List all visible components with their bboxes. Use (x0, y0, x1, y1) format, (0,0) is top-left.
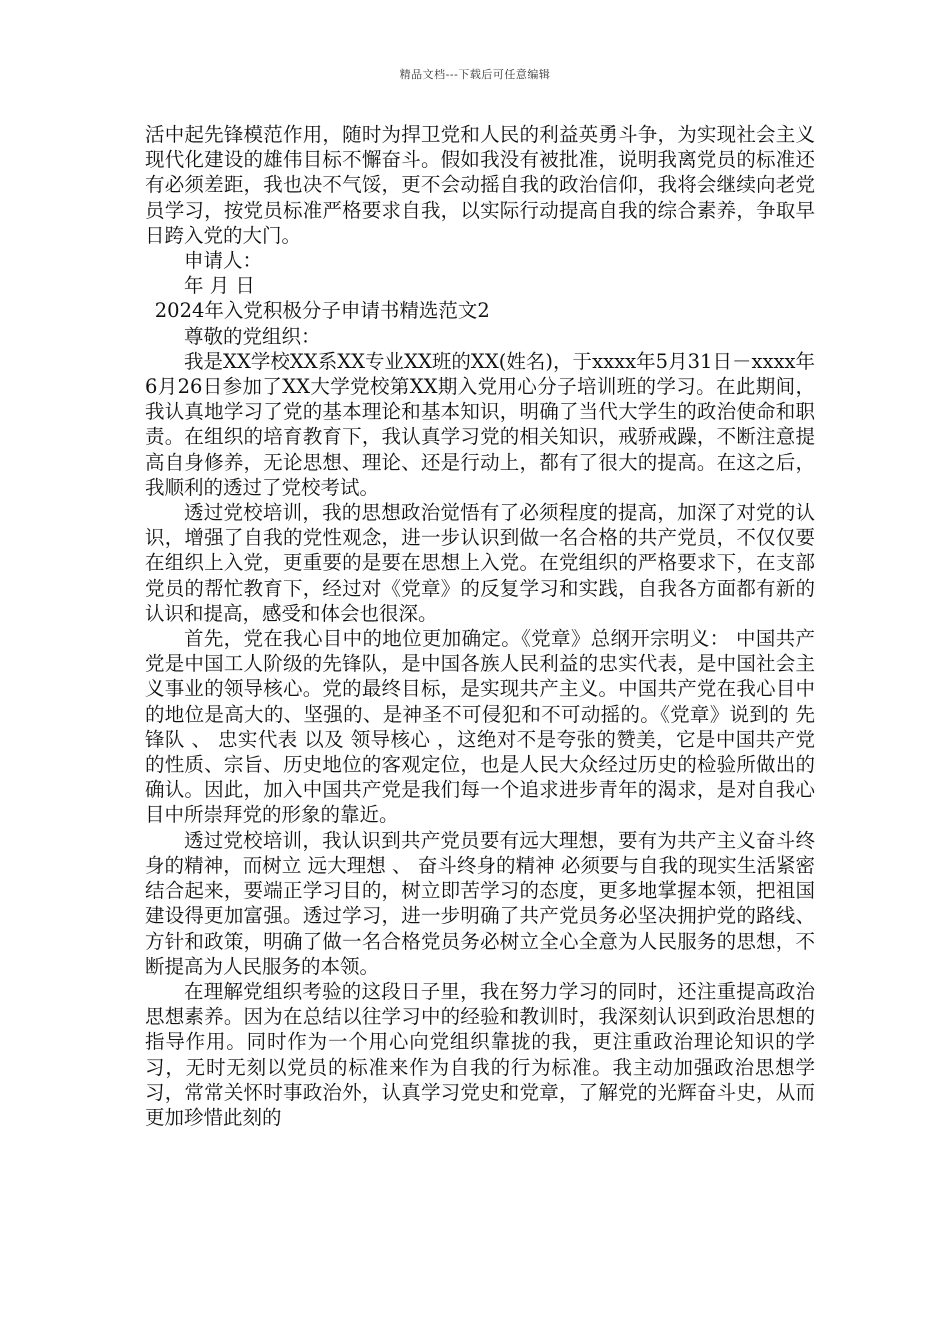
paragraph-intro: 我是XX学校XX系XX专业XX班的XX(姓名)，于xxxx年5月31日－xxxx年6月26日参加了XX大学党校第XX期入党用心分子培训班的学习。在此期间，我认真地学习了党的基本理论和基本知识，明确了当代大学生的政治使命和职责。在组织的培育教育下，我认真学习党的相关知识，戒骄戒躁，不断注意提高自身修养，无论思想、理论、还是行动上，都有了很大的提高。在这之后，我顺利的透过了党校考试。 (145, 349, 815, 499)
date-line: 年 月 日 (184, 274, 255, 298)
salutation: 尊敬的党组织： (184, 324, 321, 348)
document-body (145, 122, 815, 1130)
applicant-signature-line: 申请人： (184, 249, 263, 273)
paragraph-continuation: 活中起先锋模范作用，随时为捍卫党和人民的利益英勇斗争，为实现社会主义现代化建设的雄伟目标不懈奋斗。假如我没有被批准，说明我离党员的标准还有必须差距，我也决不气馁，更不会动摇自我的政治信仰，我将会继续向老党员学习，按党员标准严格要求自我，以实际行动提高自我的综合素养，争取早日跨入党的大门。 (145, 123, 815, 247)
paragraph-training: 透过党校培训，我的思想政治觉悟有了必须程度的提高，加深了对党的认识，增强了自我的党性观念，进一步认识到做一名合格的共产党员，不仅仅要在组织上入党，更重要的是要在思想上入党。在党组织的严格要求下，在支部党员的帮忙教育下，经过对《党章》的反复学习和实践，自我各方面都有新的认识和提高，感受和体会也很深。 (145, 501, 815, 625)
section-title: 2024年入党积极分子申请书精选范文2 (154, 299, 490, 323)
paragraph-political-study: 在理解党组织考验的这段日子里，我在努力学习的同时，还注重提高政治思想素养。因为在总结以往学习中的经验和教训时，我深刻认识到政治思想的指导作用。同时作为一个用心向党组织靠拢的我，更注重政治理论知识的学习，无时无刻以党员的标准来作为自我的行为标准。我主动加强政治思想学习，常常关怀时事政治外，认真学习党史和党章，了解党的光辉奋斗史，从而更加珍惜此刻的 (145, 979, 815, 1129)
paragraph-party-status: 首先，党在我心目中的地位更加确定。《党章》总纲开宗明义： 中国共产党是中国工人阶级的先锋队，是中国各族人民利益的忠实代表，是中国社会主义事业的领导核心。党的最终目标，是实现共产主义。中国共产党在我心目中的地位是高大的、坚强的、是神圣不可侵犯和不可动摇的。《党章》说到的 先锋队 、 忠实代表 以及 领导核心 ，这绝对不是夸张的赞美，它是中国共产党的性质、宗旨、历史地位的客观定位，也是人民大众经过历史的检验所做出的确认。因此，加入中国共产党是我们每一个追求进步青年的渴求，是对自我心目中所崇拜党的形象的靠近。 (145, 627, 815, 827)
paragraph-ideals: 透过党校培训，我认识到共产党员要有远大理想，要有为共产主义奋斗终身的精神，而树立 远大理想 、 奋斗终身的精神 必须要与自我的现实生活紧密结合起来，要端正学习目的，树立即苦学习的态度，更多地掌握本领，把祖国建设得更加富强。透过学习，进一步明确了共产党员务必坚决拥护党的路线、方针和政策，明确了做一名合格党员务必树立全心全意为人民服务的思想，不断提高为人民服务的本领。 (145, 828, 815, 978)
page-header: 精品文档---下载后可任意编辑 (399, 68, 551, 81)
